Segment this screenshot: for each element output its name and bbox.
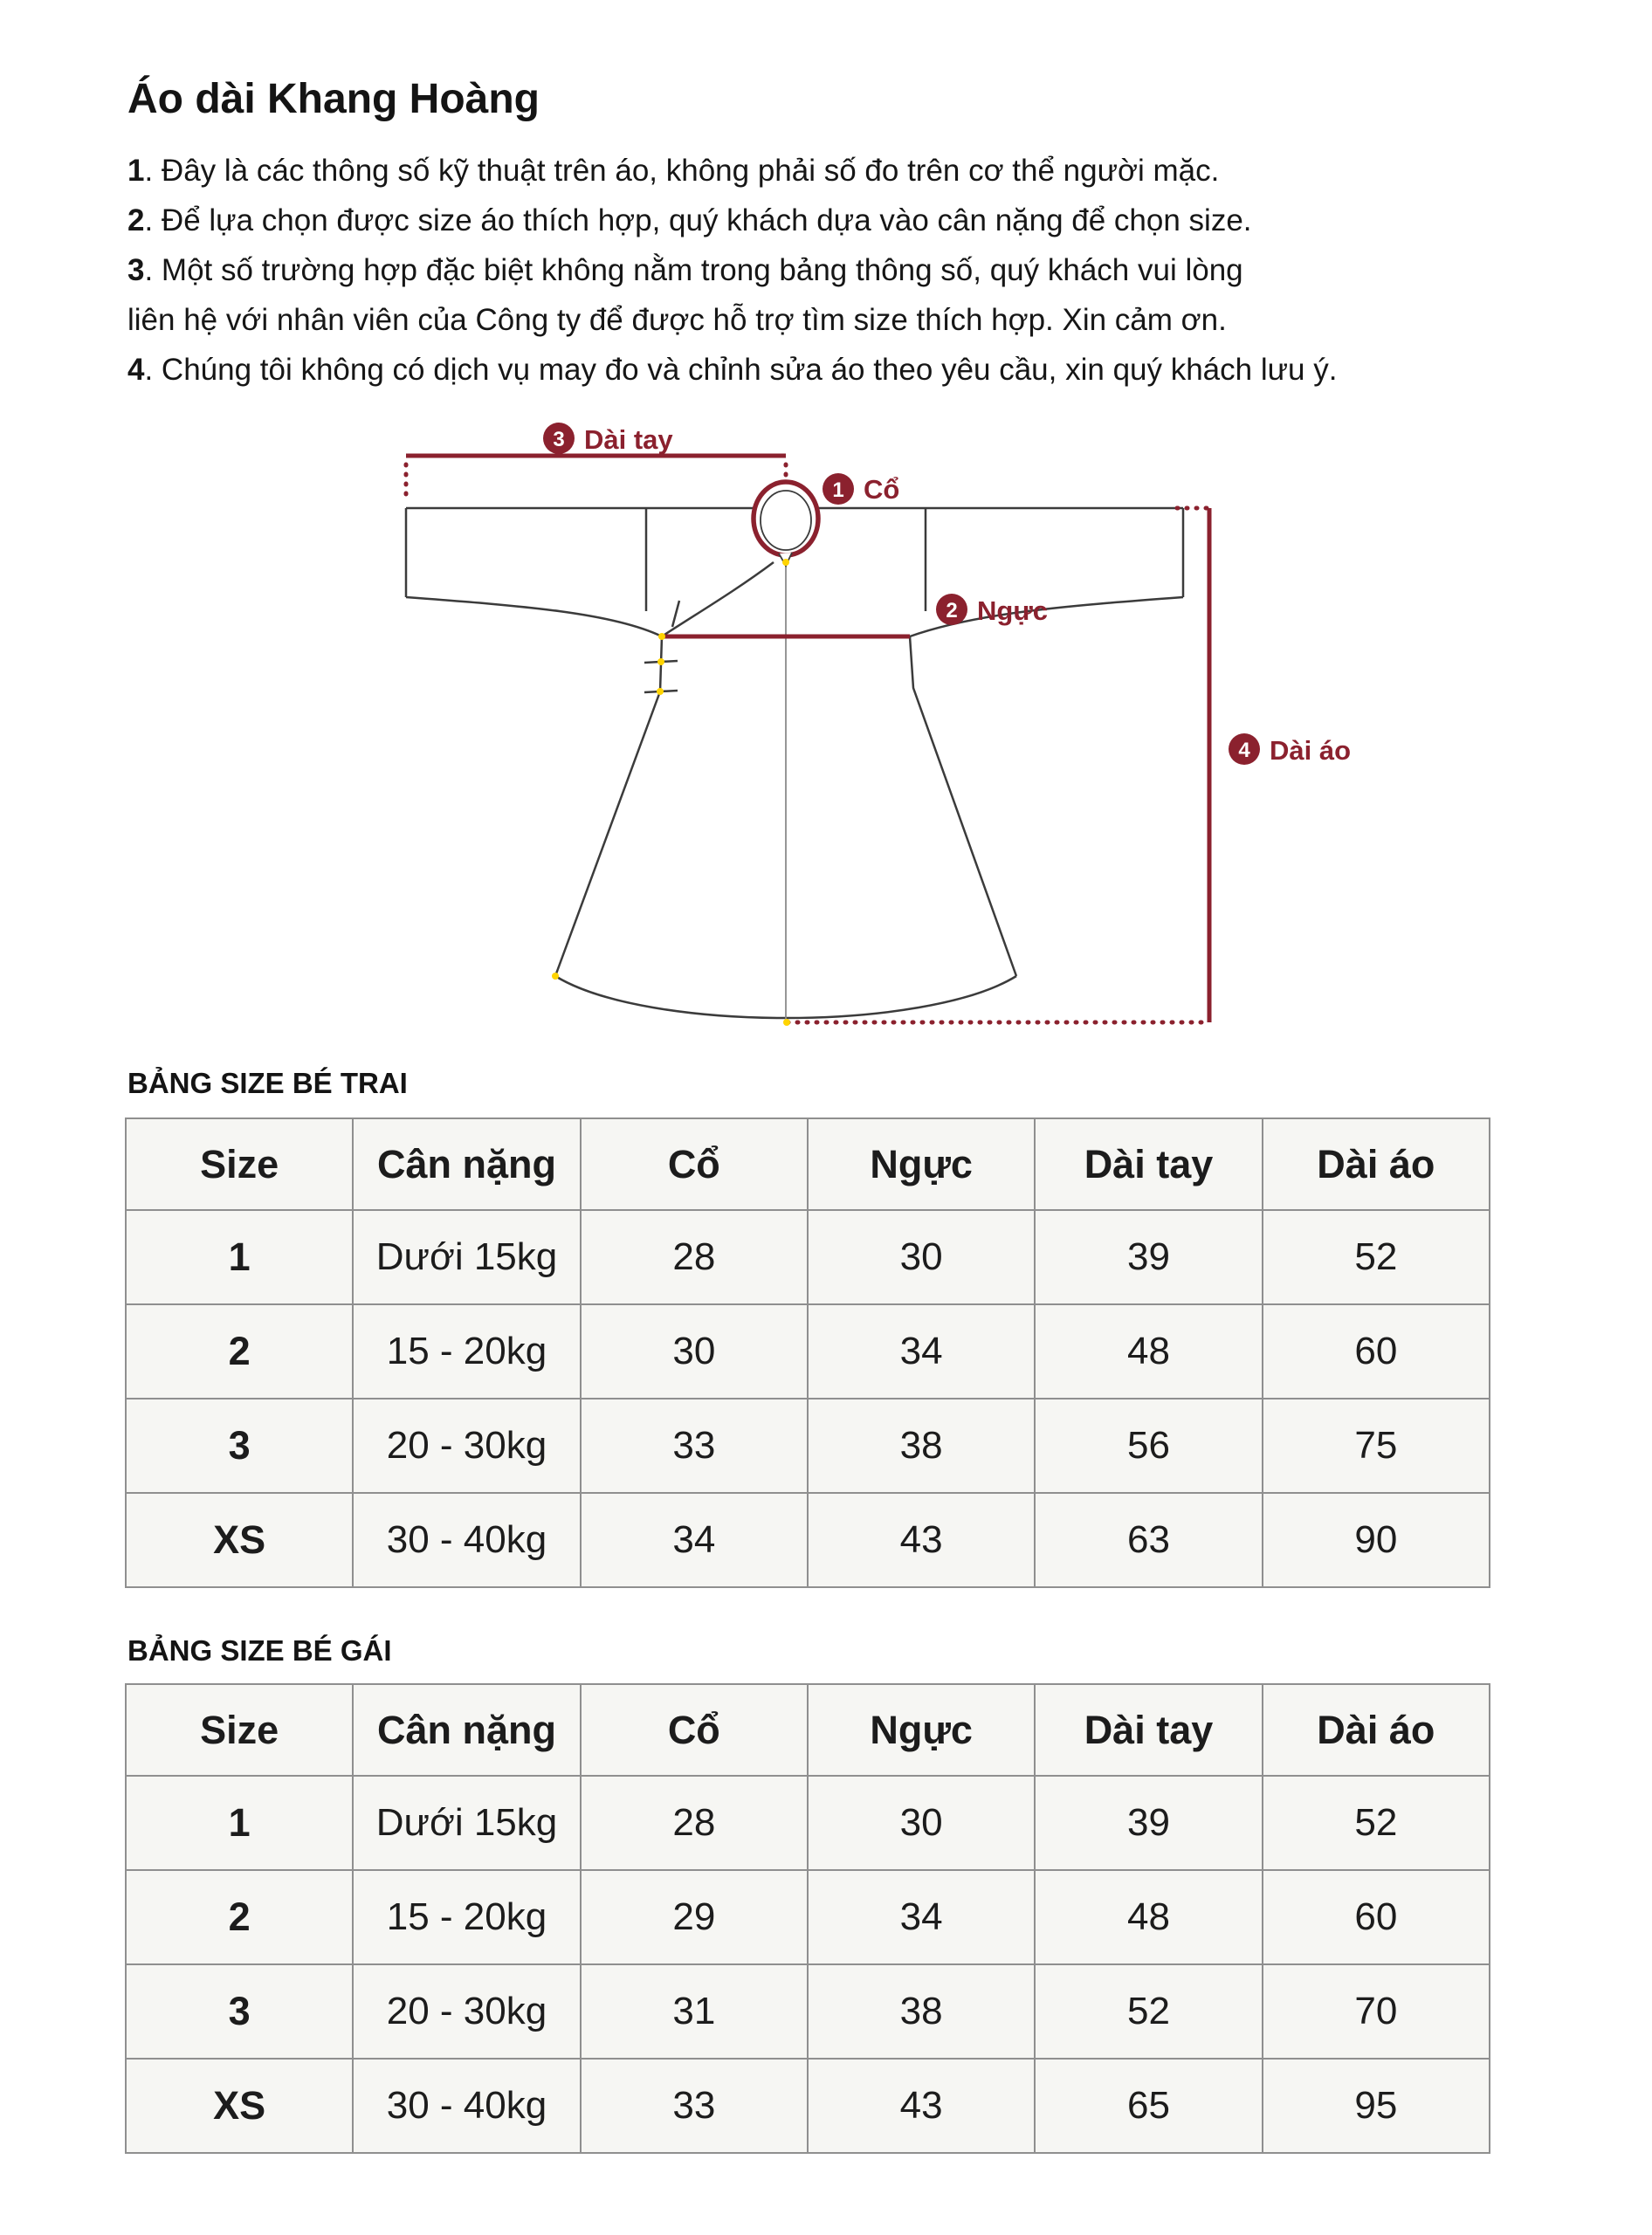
left-side-seam xyxy=(555,691,660,976)
note-line-2 xyxy=(127,196,1542,245)
left-underarm-curve xyxy=(406,597,662,636)
table-cell: 34 xyxy=(808,1304,1035,1399)
table-cell: 15 - 20kg xyxy=(353,1304,580,1399)
table-cell: 60 xyxy=(1263,1304,1490,1399)
note-text: . Một số trường hợp đặc biệt không nằm trong bảng thông số, quý khách vui lòng xyxy=(144,253,1243,287)
collar-outer-ring xyxy=(754,482,818,555)
boys-size-table xyxy=(125,1118,1490,1588)
size-cell: 3 xyxy=(126,1399,353,1493)
size-cell: XS xyxy=(126,1493,353,1587)
annotation-number: 4 xyxy=(1238,739,1250,762)
note-number: 4 xyxy=(127,353,145,387)
column-header-sleeve: Dài tay xyxy=(1035,1684,1262,1776)
marker-dot xyxy=(783,1019,790,1026)
table-cell: Dưới 15kg xyxy=(353,1776,580,1870)
neck-label: Cổ xyxy=(864,474,900,505)
table-cell: 65 xyxy=(1035,2059,1262,2153)
table-cell: 33 xyxy=(581,2059,808,2153)
column-header-size: Size xyxy=(126,1684,353,1776)
column-header-chest: Ngực xyxy=(808,1684,1035,1776)
table-cell: 39 xyxy=(1035,1776,1262,1870)
table-cell: 15 - 20kg xyxy=(353,1870,580,1964)
table-cell: 90 xyxy=(1263,1493,1490,1587)
annotation-chest xyxy=(936,594,1048,626)
garment-outline xyxy=(406,508,1183,1018)
table-cell: 33 xyxy=(581,1399,808,1493)
table-row xyxy=(126,1210,1490,1304)
girls-size-table xyxy=(125,1683,1490,2154)
ao-dai-diagram-svg xyxy=(384,410,1380,1056)
table-cell: 75 xyxy=(1263,1399,1490,1493)
size-cell: 2 xyxy=(126,1870,353,1964)
table-cell: 31 xyxy=(581,1964,808,2059)
table-cell: 38 xyxy=(808,1964,1035,2059)
table-cell: 30 - 40kg xyxy=(353,2059,580,2153)
table-cell: 43 xyxy=(808,1493,1035,1587)
table-cell: 28 xyxy=(581,1776,808,1870)
column-header-weight: Cân nặng xyxy=(353,1118,580,1210)
table-cell: Dưới 15kg xyxy=(353,1210,580,1304)
note-text: . Chúng tôi không có dịch vụ may đo và chỉnh sửa áo theo yêu cầu, xin quý khách lưu ý. xyxy=(144,353,1338,387)
sleeve-length-label: Dài tay xyxy=(584,424,673,455)
annotation-shirt-length xyxy=(1229,733,1351,766)
column-header-neck: Cổ xyxy=(581,1118,808,1210)
table-cell: 95 xyxy=(1263,2059,1490,2153)
table-header-row xyxy=(126,1684,1490,1776)
size-cell: 1 xyxy=(126,1210,353,1304)
annotation-sleeve-length xyxy=(543,423,673,455)
flap-tick xyxy=(672,601,679,627)
table-cell: 28 xyxy=(581,1210,808,1304)
annotation-number: 2 xyxy=(946,599,958,622)
table-cell: 29 xyxy=(581,1870,808,1964)
note-number: 2 xyxy=(127,203,145,237)
table-cell: 56 xyxy=(1035,1399,1262,1493)
table-cell: 63 xyxy=(1035,1493,1262,1587)
table-cell: 38 xyxy=(808,1399,1035,1493)
note-number: 1 xyxy=(127,154,145,188)
marker-dot xyxy=(552,973,559,980)
note-line-4 xyxy=(127,345,1542,395)
table-cell: 52 xyxy=(1263,1210,1490,1304)
size-cell: 3 xyxy=(126,1964,353,2059)
table-cell: 43 xyxy=(808,2059,1035,2153)
table-cell: 20 - 30kg xyxy=(353,1964,580,2059)
annotation-neck xyxy=(823,473,899,505)
note-line-3 xyxy=(127,245,1542,295)
table-header-row xyxy=(126,1118,1490,1210)
girls-table-title: BẢNG SIZE BÉ GÁI xyxy=(127,1634,392,1667)
column-header-sleeve: Dài tay xyxy=(1035,1118,1262,1210)
note-text: . Đây là các thông số kỹ thuật trên áo, không phải số đo trên cơ thể người mặc. xyxy=(144,154,1220,188)
note-line-1 xyxy=(127,146,1542,196)
marker-dot xyxy=(657,658,664,665)
ao-dai-measurement-diagram xyxy=(384,410,1380,1056)
column-header-length: Dài áo xyxy=(1263,1118,1490,1210)
column-header-neck: Cổ xyxy=(581,1684,808,1776)
chest-label: Ngực xyxy=(977,595,1049,626)
header-block xyxy=(127,75,1542,395)
table-row xyxy=(126,1493,1490,1587)
page-title: Áo dài Khang Hoàng xyxy=(127,76,540,122)
table-row xyxy=(126,1776,1490,1870)
column-header-chest: Ngực xyxy=(808,1118,1035,1210)
marker-dot xyxy=(782,559,789,566)
table-cell: 48 xyxy=(1035,1304,1262,1399)
size-cell: 2 xyxy=(126,1304,353,1399)
table-row xyxy=(126,2059,1490,2153)
table-cell: 30 xyxy=(808,1210,1035,1304)
table-cell: 52 xyxy=(1035,1964,1262,2059)
column-header-size: Size xyxy=(126,1118,353,1210)
note-number: 3 xyxy=(127,253,145,287)
table-cell: 30 xyxy=(808,1776,1035,1870)
marker-dot xyxy=(658,633,665,640)
front-flap-curve xyxy=(662,562,774,636)
right-side-seam xyxy=(910,636,1016,976)
table-row xyxy=(126,1304,1490,1399)
table-cell: 48 xyxy=(1035,1870,1262,1964)
annotation-number: 1 xyxy=(832,478,844,502)
note-text: . Để lựa chọn được size áo thích hợp, quý khách dựa vào cân nặng để chọn size. xyxy=(144,203,1252,237)
table-cell: 70 xyxy=(1263,1964,1490,2059)
marker-dot xyxy=(657,688,664,695)
table-cell: 39 xyxy=(1035,1210,1262,1304)
shirt-length-label: Dài áo xyxy=(1270,735,1352,766)
column-header-length: Dài áo xyxy=(1263,1684,1490,1776)
table-row xyxy=(126,1964,1490,2059)
note-text: liên hệ với nhân viên của Công ty để được hỗ trợ tìm size thích hợp. Xin cảm ơn. xyxy=(127,303,1227,337)
table-row xyxy=(126,1870,1490,1964)
column-header-weight: Cân nặng xyxy=(353,1684,580,1776)
table-cell: 52 xyxy=(1263,1776,1490,1870)
table-cell: 60 xyxy=(1263,1870,1490,1964)
table-cell: 20 - 30kg xyxy=(353,1399,580,1493)
note-line-3-continuation xyxy=(127,295,1542,345)
table-row xyxy=(126,1399,1490,1493)
table-cell: 30 xyxy=(581,1304,808,1399)
annotation-number: 3 xyxy=(553,428,565,451)
table-cell: 34 xyxy=(581,1493,808,1587)
size-cell: XS xyxy=(126,2059,353,2153)
marker-dots xyxy=(552,559,790,1026)
size-cell: 1 xyxy=(126,1776,353,1870)
boys-table-title: BẢNG SIZE BÉ TRAI xyxy=(127,1067,408,1099)
table-cell: 30 - 40kg xyxy=(353,1493,580,1587)
table-cell: 34 xyxy=(808,1870,1035,1964)
